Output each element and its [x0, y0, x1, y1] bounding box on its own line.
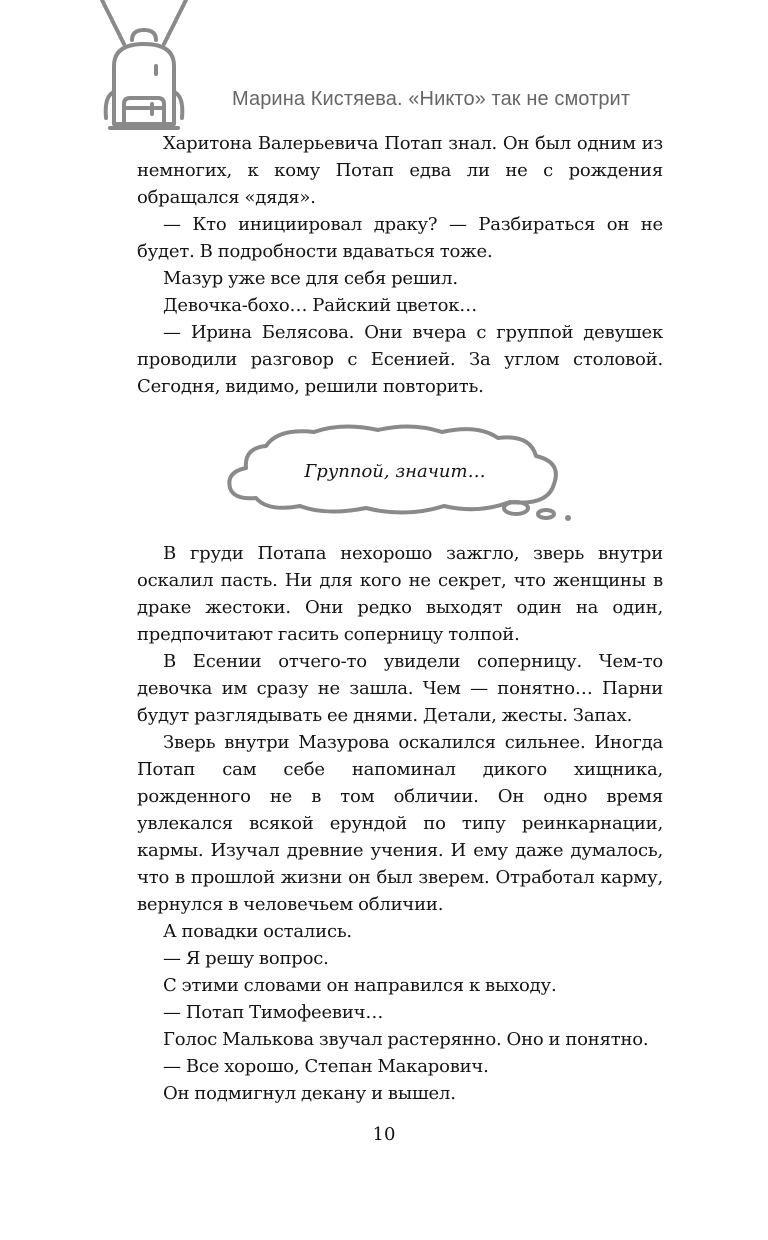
paragraph: Голос Малькова звучал растерянно. Оно и понятно.	[163, 1029, 649, 1050]
paragraph: А повадки остались.	[163, 921, 352, 942]
paragraph: В Есении отчего-то увидели соперницу. Чем-то девочка им сразу не зашла. Чем — понятно… Парни будут разглядывать ее днями. Детали, жесты. Запах.	[137, 651, 663, 726]
paragraph: В груди Потапа нехорошо зажгло, зверь внутри оскалил пасть. Ни для кого не секрет, что женщины в драке жестоки. Они редко выходят один на один, предпочитают гасить соперницу толпой.	[137, 543, 663, 645]
paragraph: Харитона Валерьевича Потап знал. Он был одним из немногих, к кому Потап едва ли не с рождения обращался «дядя».	[137, 133, 663, 208]
thought-text: Группой, значит…	[304, 461, 486, 482]
running-head: Марина Кистяева. «Никто» так не смотрит	[232, 88, 631, 110]
paragraph: — Я решу вопрос.	[163, 948, 329, 969]
backpack-icon	[96, 0, 192, 132]
paragraph: — Ирина Белясова. Они вчера с группой девушек проводили разговор с Есенией. За углом столовой. Сегодня, видимо, решили повторить.	[137, 322, 663, 397]
body-text-bottom	[137, 540, 663, 1107]
paragraph: Зверь внутри Мазурова оскалился сильнее. Иногда Потап сам себе напоминал дикого хищника, рожденного не в том обличии. Он одно время увлекался всякой ерундой по типу реинкарнации, кармы. Изучал древние учения. И ему даже думалось, что в прошлой жизни он был зверем. Отработал карму, вернулся в человечьем обличии.	[137, 732, 663, 915]
paragraph: Мазур уже все для себя решил.	[163, 268, 458, 289]
paragraph: — Кто инициировал драку? — Разбираться он не будет. В подробности вдаваться тоже.	[137, 214, 663, 262]
paragraph: Он подмигнул декану и вышел.	[163, 1083, 456, 1104]
body-text-top	[137, 130, 663, 400]
paragraph: Девочка-бохо… Райский цветок…	[163, 295, 478, 316]
paragraph: С этими словами он направился к выходу.	[163, 975, 557, 996]
paragraph: — Все хорошо, Степан Макарович.	[163, 1056, 489, 1077]
paragraph: — Потап Тимофеевич…	[163, 1002, 384, 1023]
page-number: 10	[372, 1124, 396, 1145]
